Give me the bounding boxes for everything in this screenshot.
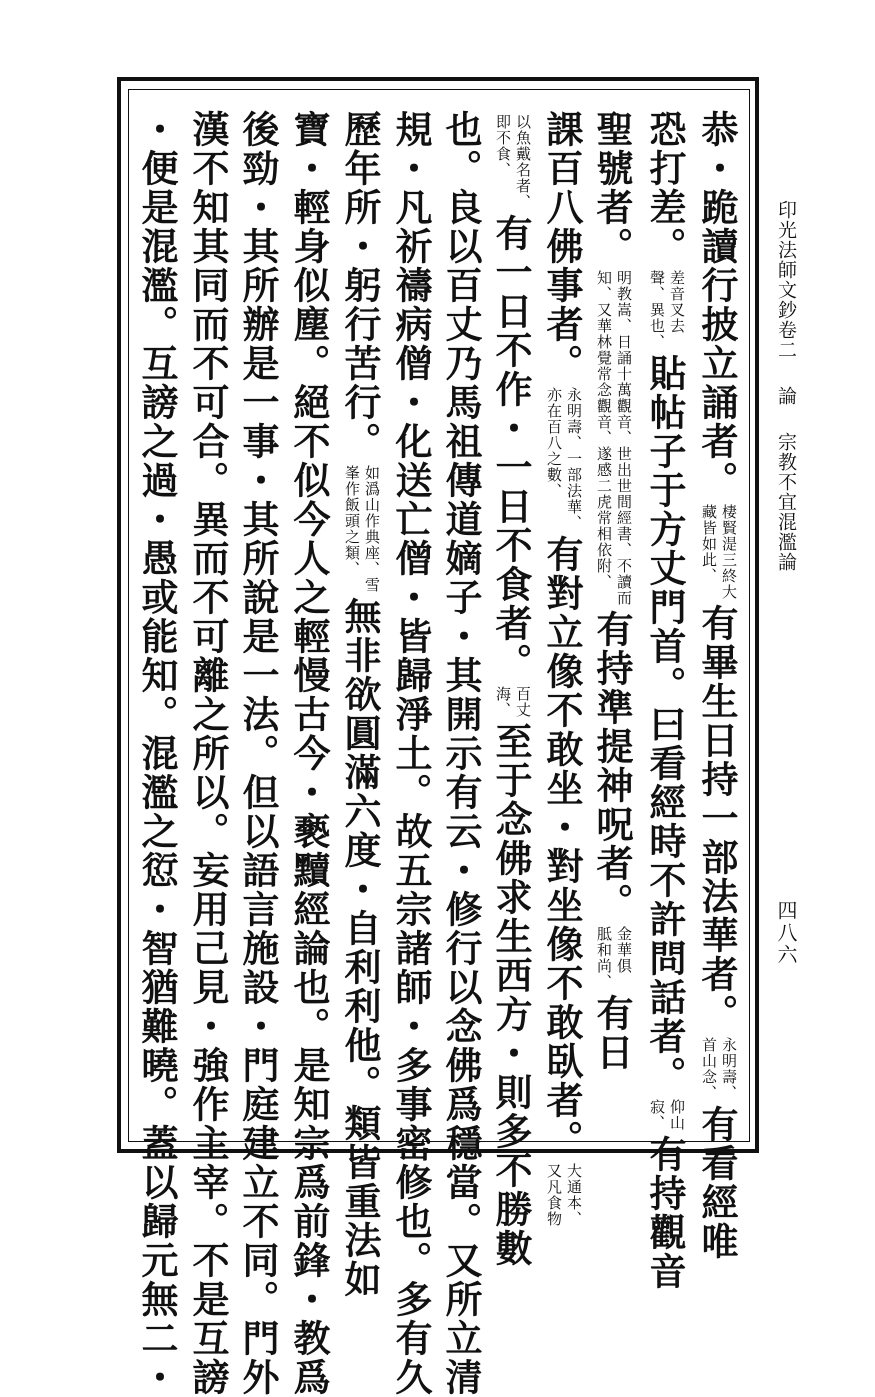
interlinear-note: 明教嵩、日誦十萬觀音、世出世間經書、不讀而 知、又華林覺常念觀音、遂感二虎常相依附、 bbox=[595, 270, 633, 606]
text-column bbox=[540, 110, 584, 1227]
main-text: ・便是混濫。互謗之過・愚或能知。混濫之愆・智猶難曉。蓋以歸元無二・ bbox=[135, 110, 179, 1397]
interlinear-note: 仰山 寂、 bbox=[648, 1099, 686, 1131]
column-text bbox=[135, 110, 179, 1397]
interlinear-note: 永明壽、 首山念、 bbox=[700, 1037, 738, 1101]
text-column bbox=[287, 110, 331, 1397]
text-column bbox=[489, 110, 533, 1268]
interlinear-note: 永明壽、一部法華、 亦在百八之數、 bbox=[545, 387, 583, 531]
text-column bbox=[186, 110, 230, 1397]
column-text bbox=[236, 110, 280, 1397]
main-text: 恭・跪讀行披立誦者。 bbox=[695, 110, 739, 500]
main-text: 漢不知其同而不可合。異而不可離之所以。妄用己見・強作主宰。不是互謗 bbox=[186, 110, 230, 1397]
main-text: 有一日不作・一日不食者。 bbox=[489, 214, 533, 682]
section-label: 論 bbox=[775, 386, 797, 406]
text-column bbox=[135, 110, 179, 1397]
text-column bbox=[643, 110, 687, 1291]
main-text: 有畢生日持一部法華者。 bbox=[695, 604, 739, 1033]
main-text: 規・凡祈禱病僧・化送亡僧・皆歸淨土。故五宗諸師・多事密修也。多有久 bbox=[389, 110, 433, 1397]
main-text: 後勁・其所辦是一事・其所說是一法。但以語言施設・門庭建立不同。門外 bbox=[236, 110, 280, 1397]
column-text bbox=[590, 110, 634, 1072]
main-text: 聖號者。 bbox=[590, 110, 634, 266]
main-text: 恐打差。 bbox=[643, 110, 687, 266]
interlinear-note: 棲賢湜三終大 藏皆如此、 bbox=[700, 504, 738, 600]
main-text: 有看經唯 bbox=[695, 1105, 739, 1261]
page-number: 四八六 bbox=[774, 900, 798, 966]
essay-title: 宗教不宜混濫論 bbox=[775, 432, 797, 572]
main-text: 寶・輕身似塵。絕不似今人之輕慢古今・褻黷經論也。是知宗爲前鋒・教爲 bbox=[287, 110, 331, 1397]
column-text bbox=[439, 110, 483, 1397]
main-text: 歷年所・躬行苦行。 bbox=[338, 110, 382, 461]
main-text: 有對立像不敢坐・對坐像不敢臥者。 bbox=[540, 535, 584, 1159]
text-column bbox=[236, 110, 280, 1397]
main-text: 貼帖子于方丈門首。曰看經時不許問話者。 bbox=[643, 354, 687, 1095]
column-text bbox=[540, 110, 584, 1231]
main-text: 無非欲圓滿六度・自利利他。類皆重法如 bbox=[338, 597, 382, 1299]
text-column bbox=[590, 110, 634, 1130]
column-text bbox=[186, 110, 230, 1397]
interlinear-note: 金華俱 胝和尚、 bbox=[595, 926, 633, 990]
column-text bbox=[695, 110, 739, 1261]
text-column bbox=[439, 110, 483, 1397]
running-title bbox=[776, 200, 795, 572]
text-column bbox=[338, 110, 382, 1299]
main-text: 至于念佛求生西方・則多不勝數 bbox=[489, 722, 533, 1268]
main-text: 有持觀音 bbox=[643, 1135, 687, 1291]
book-title: 印光法師文鈔卷二 bbox=[775, 200, 797, 360]
interlinear-note: 大通本、 又凡食物 bbox=[545, 1163, 583, 1227]
column-text bbox=[643, 110, 687, 1291]
column-text bbox=[287, 110, 331, 1397]
main-text: 課百八佛事者。 bbox=[540, 110, 584, 383]
interlinear-note: 以魚戴名者、 即不食、 bbox=[494, 114, 532, 210]
text-column bbox=[389, 110, 433, 1397]
column-text bbox=[489, 110, 533, 1268]
interlinear-note: 如潙山作典座、雪 峯作飯頭之類、 bbox=[343, 465, 381, 593]
column-text bbox=[338, 110, 382, 1299]
main-text: 有日 bbox=[590, 994, 634, 1072]
main-text: 有持準提神呪者。 bbox=[590, 610, 634, 922]
interlinear-note: 百丈 海、 bbox=[494, 686, 532, 718]
main-text: 也。良以百丈乃馬祖傳道嫡子・其開示有云・修行以念佛爲穩當。又所立清 bbox=[439, 110, 483, 1397]
interlinear-note: 差音叉去 聲、異也、 bbox=[648, 270, 686, 350]
column-text bbox=[389, 110, 433, 1397]
text-column bbox=[695, 110, 739, 1261]
